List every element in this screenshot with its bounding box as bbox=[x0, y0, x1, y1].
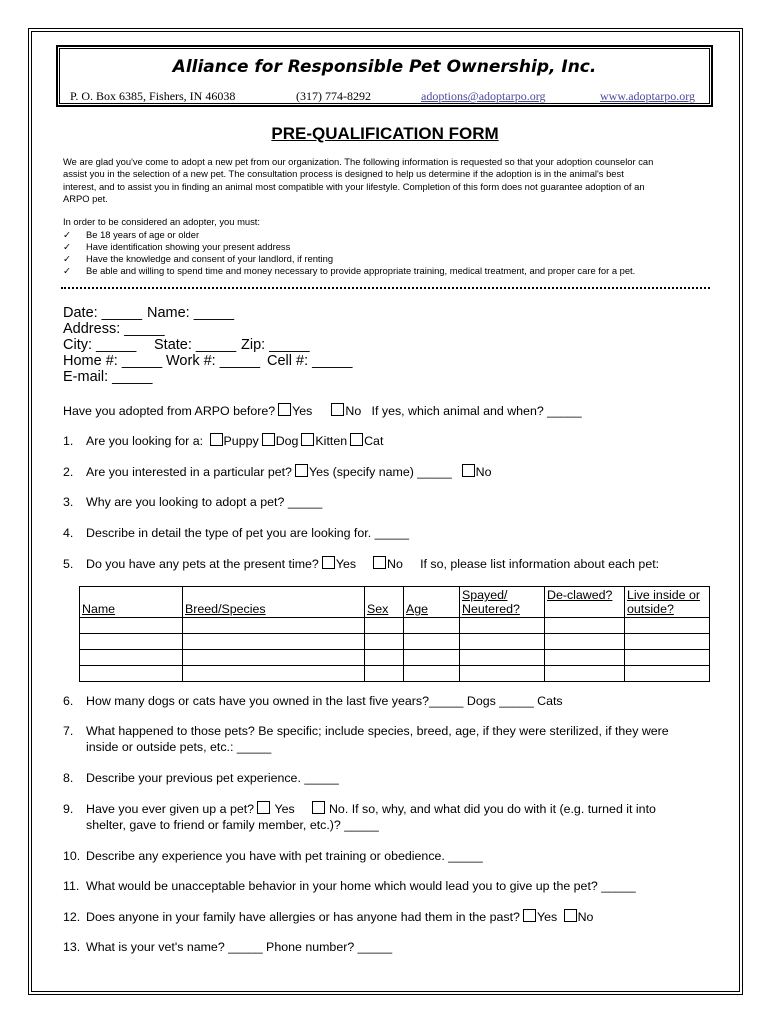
option-label: Puppy bbox=[223, 434, 259, 448]
table-cell[interactable] bbox=[365, 650, 404, 666]
requirement-item bbox=[63, 241, 290, 253]
option-label: Cat bbox=[364, 434, 384, 448]
question-1 bbox=[63, 433, 383, 450]
email-field[interactable]: E-mail: _____ bbox=[63, 369, 153, 385]
question-number: 8. bbox=[63, 771, 74, 785]
question-3 bbox=[63, 495, 322, 511]
table-cell[interactable] bbox=[80, 650, 183, 666]
question-text: Describe any experience you have with pet training or obedience. _____ bbox=[86, 849, 483, 863]
yes-label: Yes bbox=[292, 404, 313, 418]
kitten-checkbox[interactable] bbox=[301, 433, 314, 446]
intro-paragraph bbox=[63, 156, 713, 205]
table-cell[interactable] bbox=[80, 666, 183, 682]
header-label: Neutered? bbox=[462, 602, 520, 616]
question-text: Describe your previous pet experience. _____ bbox=[86, 771, 339, 785]
header-label: Spayed/ bbox=[462, 588, 508, 602]
work-phone-field[interactable]: Work #: _____ bbox=[166, 353, 261, 369]
requirement-text: Have the knowledge and consent of your landlord, if renting bbox=[86, 253, 334, 264]
table-cell[interactable] bbox=[404, 634, 460, 650]
yes-label: Yes bbox=[274, 802, 295, 816]
question-7 bbox=[63, 724, 669, 755]
header-label: Name bbox=[82, 602, 116, 616]
intro-line: assist you in the selection of a new pet. The consultation process is designed to help us determine if the adoption is in the animal's best bbox=[63, 168, 624, 180]
requirement-text: Be able and willing to spend time and money necessary to provide appropriate training, medical treatment, and proper care for a pet. bbox=[86, 265, 636, 276]
question-text-cont: shelter, gave to friend or family member, etc.)? _____ bbox=[86, 817, 379, 832]
table-row[interactable] bbox=[80, 618, 710, 634]
question-text: What is your vet's name? _____ Phone number? _____ bbox=[86, 940, 393, 954]
table-cell[interactable] bbox=[625, 618, 710, 634]
question-11 bbox=[63, 879, 636, 895]
table-cell[interactable] bbox=[545, 666, 625, 682]
header-cell bbox=[625, 587, 710, 618]
yes-label: Yes (specify name) _____ bbox=[308, 465, 452, 479]
name-field[interactable]: Name: _____ bbox=[147, 305, 235, 321]
table-cell[interactable] bbox=[183, 634, 365, 650]
check-icon: ✓ bbox=[63, 253, 71, 264]
question-9 bbox=[63, 801, 656, 833]
intro-line: interest, and to assist you in finding an animal most compatible with your lifestyle. Completion of this form does not guarantee adoption of an bbox=[63, 180, 645, 192]
address-field[interactable]: Address: _____ bbox=[63, 321, 165, 337]
question-number: 13. bbox=[63, 940, 81, 954]
requirements-heading: In order to be considered an adopter, you must: bbox=[63, 216, 260, 227]
dotted-divider bbox=[61, 287, 710, 289]
yes-checkbox[interactable] bbox=[278, 403, 291, 416]
check-icon: ✓ bbox=[63, 265, 71, 276]
no-checkbox[interactable] bbox=[312, 801, 325, 814]
header-cell bbox=[183, 587, 365, 618]
table-cell[interactable] bbox=[404, 650, 460, 666]
header-box-inner bbox=[59, 48, 710, 104]
state-field[interactable]: State: _____ bbox=[154, 337, 237, 353]
table-row[interactable] bbox=[80, 634, 710, 650]
header-label: outside? bbox=[627, 602, 674, 616]
table-cell[interactable] bbox=[404, 618, 460, 634]
table-cell[interactable] bbox=[365, 618, 404, 634]
table-row[interactable] bbox=[80, 650, 710, 666]
header-cell bbox=[80, 587, 183, 618]
table-cell[interactable] bbox=[460, 666, 545, 682]
no-checkbox[interactable] bbox=[462, 464, 475, 477]
po-box: P. O. Box 6385, Fishers, IN 46038 bbox=[70, 89, 236, 103]
intro-line: We are glad you've come to adopt a new pet from our organization. The following information is requested so that your adoption counselor can bbox=[63, 156, 654, 167]
phone: (317) 774-8292 bbox=[296, 89, 371, 103]
question-number: 11. bbox=[63, 879, 80, 893]
header-cell bbox=[404, 587, 460, 618]
question-text: Have you ever given up a pet? bbox=[86, 802, 255, 816]
table-cell[interactable] bbox=[625, 634, 710, 650]
requirement-item bbox=[63, 265, 635, 277]
question-adopted-before bbox=[63, 403, 582, 420]
header-label: Age bbox=[406, 602, 429, 616]
table-cell[interactable] bbox=[625, 666, 710, 682]
no-label: No bbox=[577, 910, 594, 924]
puppy-checkbox[interactable] bbox=[210, 433, 223, 446]
no-checkbox[interactable] bbox=[331, 403, 344, 416]
question-tail: If yes, which animal and when? _____ bbox=[371, 404, 582, 418]
no-label: No bbox=[345, 404, 362, 418]
check-icon: ✓ bbox=[63, 241, 71, 252]
dog-checkbox[interactable] bbox=[262, 433, 275, 446]
website-link[interactable]: www.adoptarpo.org bbox=[600, 89, 695, 103]
header-cell bbox=[365, 587, 404, 618]
requirement-text: Be 18 years of age or older bbox=[86, 229, 200, 240]
yes-label: Yes bbox=[536, 910, 558, 924]
question-number: 3. bbox=[63, 495, 74, 509]
header-label: De-clawed? bbox=[547, 588, 613, 602]
no-checkbox[interactable] bbox=[564, 909, 577, 922]
email-link[interactable]: adoptions@adoptarpo.org bbox=[421, 89, 546, 103]
table-row[interactable] bbox=[80, 666, 710, 682]
question-text: What would be unacceptable behavior in your home which would lead you to give up the pet? _____ bbox=[86, 879, 636, 893]
pets-table bbox=[79, 586, 710, 682]
home-phone-field[interactable]: Home #: _____ bbox=[63, 353, 163, 369]
question-text: Are you looking for a: bbox=[86, 434, 204, 448]
table-cell[interactable] bbox=[460, 618, 545, 634]
question-4 bbox=[63, 526, 409, 542]
no-label: No bbox=[475, 465, 492, 479]
yes-checkbox[interactable] bbox=[322, 556, 335, 569]
question-text: Have you adopted from ARPO before? bbox=[63, 404, 276, 418]
question-text: Do you have any pets at the present time? bbox=[86, 557, 319, 571]
question-2 bbox=[63, 464, 492, 481]
question-number: 4. bbox=[63, 526, 74, 540]
table-header-row bbox=[80, 587, 710, 618]
question-number: 5. bbox=[63, 557, 74, 571]
table-cell[interactable] bbox=[80, 634, 183, 650]
question-number: 7. bbox=[63, 724, 74, 738]
table-cell[interactable] bbox=[545, 650, 625, 666]
table-cell[interactable] bbox=[365, 666, 404, 682]
yes-checkbox[interactable] bbox=[257, 801, 270, 814]
table-cell[interactable] bbox=[365, 634, 404, 650]
no-label: No bbox=[387, 557, 403, 571]
check-icon: ✓ bbox=[63, 229, 71, 240]
table-cell[interactable] bbox=[183, 650, 365, 666]
yes-label: Yes bbox=[335, 557, 357, 571]
table-cell[interactable] bbox=[625, 650, 710, 666]
question-8 bbox=[63, 771, 339, 787]
question-13 bbox=[63, 940, 392, 956]
cat-checkbox[interactable] bbox=[350, 433, 363, 446]
table-cell[interactable] bbox=[183, 666, 365, 682]
table-cell[interactable] bbox=[183, 618, 365, 634]
requirement-item bbox=[63, 229, 199, 241]
question-number: 2. bbox=[63, 465, 74, 479]
date-field[interactable]: Date: _____ bbox=[63, 305, 143, 321]
question-text: What happened to those pets? Be specific; include species, breed, age, if they were sterilized, if they were bbox=[86, 724, 669, 738]
question-number: 6. bbox=[63, 694, 74, 708]
question-number: 12. bbox=[63, 910, 81, 924]
city-field[interactable]: City: _____ bbox=[63, 337, 137, 353]
form-title: PRE-QUALIFICATION FORM bbox=[271, 124, 499, 143]
yes-checkbox[interactable] bbox=[523, 909, 536, 922]
header-label: Sex bbox=[367, 602, 389, 616]
option-label: Kitten bbox=[315, 434, 348, 448]
question-text: Are you interested in a particular pet? bbox=[86, 465, 292, 479]
question-10 bbox=[63, 849, 483, 865]
question-6 bbox=[63, 694, 563, 710]
header-cell bbox=[460, 587, 545, 618]
question-tail: If so, please list information about each pet: bbox=[420, 557, 660, 571]
question-12 bbox=[63, 909, 593, 926]
question-number: 1. bbox=[63, 434, 74, 448]
question-text: Why are you looking to adopt a pet? _____ bbox=[86, 495, 323, 509]
requirement-text: Have identification showing your present address bbox=[86, 241, 291, 252]
table-cell[interactable] bbox=[460, 650, 545, 666]
cell-phone-field[interactable]: Cell #: _____ bbox=[267, 353, 353, 369]
question-text: How many dogs or cats have you owned in the last five years?_____ Dogs _____ Cats bbox=[86, 694, 563, 708]
table-cell[interactable] bbox=[460, 634, 545, 650]
header-label: Breed/Species bbox=[185, 602, 266, 616]
question-text: Describe in detail the type of pet you are looking for. _____ bbox=[86, 526, 410, 540]
no-checkbox[interactable] bbox=[373, 556, 386, 569]
question-text-cont: inside or outside pets, etc.: _____ bbox=[86, 739, 272, 754]
zip-field[interactable]: Zip: _____ bbox=[241, 337, 310, 353]
requirement-item bbox=[63, 253, 333, 265]
question-text: Does anyone in your family have allergies or has anyone had them in the past? bbox=[86, 910, 520, 924]
question-number: 9. bbox=[63, 802, 74, 816]
table-cell[interactable] bbox=[545, 634, 625, 650]
yes-checkbox[interactable] bbox=[295, 464, 308, 477]
question-5 bbox=[63, 556, 659, 573]
header-label: Live inside or bbox=[627, 588, 701, 602]
option-label: Dog bbox=[275, 434, 299, 448]
header-cell bbox=[545, 587, 625, 618]
intro-line: ARPO pet. bbox=[63, 192, 108, 204]
question-number: 10. bbox=[63, 849, 81, 863]
table-cell[interactable] bbox=[545, 618, 625, 634]
table-cell[interactable] bbox=[404, 666, 460, 682]
org-name: Alliance for Responsible Pet Ownership, Inc. bbox=[172, 57, 597, 77]
no-label: No. If so, why, and what did you do with it (e.g. turned it into bbox=[328, 802, 656, 816]
table-cell[interactable] bbox=[80, 618, 183, 634]
